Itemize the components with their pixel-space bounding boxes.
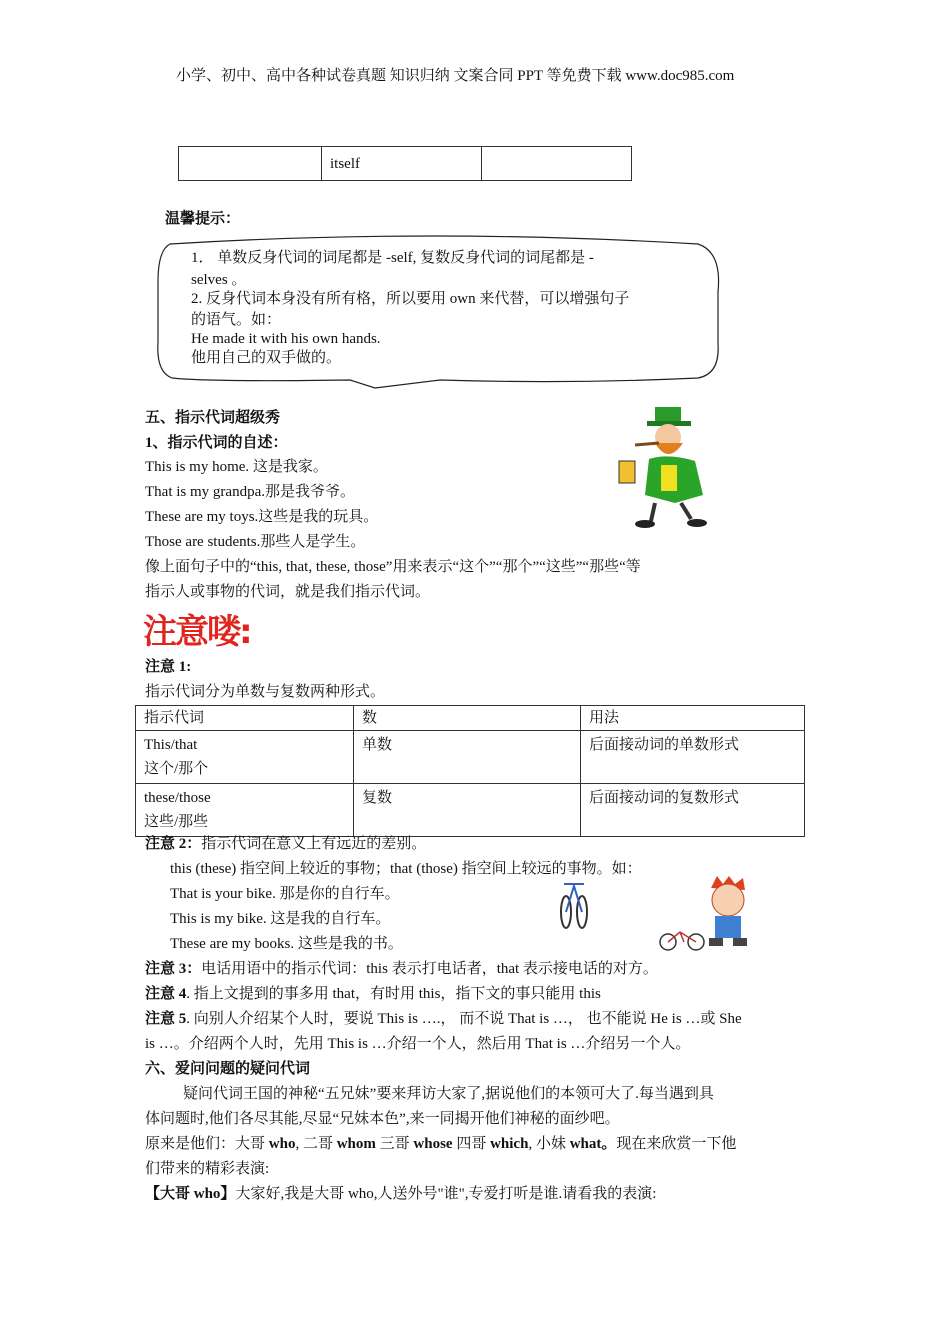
pronoun: which [490,1136,529,1152]
note-1-text: 指示代词分为单数与复数两种形式。 [145,684,386,700]
note-2-line: These are my books. 这些是我的书。 [170,936,403,952]
table-cell [136,784,354,837]
intro-line: 们带来的精彩表演: [145,1161,270,1177]
page-header: 小学、初中、高中各种试卷真题 知识归纳 文案合同 PPT 等免费下载 www.doc985.com [176,68,735,84]
text: 原来是他们：大哥 [145,1136,269,1152]
table-header: 数 [354,706,581,731]
note-3 [145,959,658,979]
table-header: 指示代词 [136,706,354,731]
tip-title: 温馨提示： [165,211,241,227]
child-cartoon-image [703,876,753,950]
note-4 [145,984,601,1004]
pronoun: whom [336,1136,376,1152]
cell-line: This/that [144,737,198,753]
demonstrative-table [135,705,805,837]
text: 四哥 [452,1136,491,1152]
note-label: 注意 5 [145,1011,187,1027]
tip-line: He made it with his own hands. [191,331,381,347]
leprechaun-image [615,403,710,531]
text: 现在来欣赏一下他 [616,1136,737,1152]
section-5-title: 五、指示代词超级秀 [145,410,281,426]
note-2-line: this (these) 指空间上较近的事物；that (those) 指空间上较远的事物。如： [170,861,642,877]
cell-line: these/those [144,790,211,806]
example-line: These are my toys.这些是我的玩具。 [145,509,379,525]
pronoun: whose [413,1136,453,1152]
table-cell [136,731,354,784]
note-text: . 指上文提到的事多用 that，有时用 this，指下文的事只能用 this [186,986,601,1002]
attention-title: 注意喽: [143,612,251,652]
table-cell [482,147,632,181]
text: , 二哥 [295,1136,337,1152]
note-text: 指示代词在意义上有远近的差别。 [201,836,427,852]
note-5 [145,1009,742,1029]
who-label: 【大哥 who】 [145,1186,236,1202]
table-cell: 复数 [354,784,581,837]
note-label: 注意 4 [145,986,187,1002]
tip-line: 1． 单数反身代词的词尾都是 -self, 复数反身代词的词尾都是 - [191,250,594,266]
paragraph-line: 体问题时,他们各尽其能,尽显“兄妹本色”,来一同揭开他们神秘的面纱吧。 [145,1111,620,1127]
paragraph-line: 指示人或事物的代词，就是我们指示代词。 [145,584,431,600]
tip-line: 2. 反身代词本身没有所有格，所以要用 own 来代替，可以增强句子 [191,291,630,307]
subsection-title: 1、指示代词的自述： [145,435,288,451]
paragraph-line: 像上面句子中的“this, that, these, those”用来表示“这个”“那个”“这些”“那些“等 [145,559,641,575]
bicycle-icon [556,876,592,932]
example-line: That is my grandpa.那是我爷爷。 [145,484,355,500]
reflexive-table [178,146,632,181]
table-cell: 单数 [354,731,581,784]
who-text: 大家好,我是大哥 who,人送外号"谁",专爱打听是谁.请看我的表演: [235,1186,657,1202]
tip-line: 的语气。如： [191,312,282,328]
small-bicycle-icon [658,926,706,952]
table-cell: 后面接动词的复数形式 [581,784,805,837]
tip-line: selves 。 [191,272,247,288]
note-5-line: is …。介绍两个人时，先用 This is …介绍一个人，然后用 That is …介绍另一个人。 [145,1036,691,1052]
who-intro [145,1184,656,1204]
pronoun: who [268,1136,296,1152]
table-cell: 后面接动词的单数形式 [581,731,805,784]
text: 三哥 [375,1136,414,1152]
tip-line: 他用自己的双手做的。 [191,350,342,366]
intro-line [145,1134,736,1154]
cell-line: 这些/那些 [144,814,209,830]
note-label: 注意 3： [145,961,202,977]
example-line: Those are students.那些人是学生。 [145,534,366,550]
pronoun: what。 [569,1136,617,1152]
note-label: 注意 2： [145,836,202,852]
text: , 小妹 [528,1136,570,1152]
example-line: This is my home. 这是我家。 [145,459,328,475]
paragraph-line: 疑问代词王国的神秘“五兄妹”要来拜访大家了,据说他们的本领可大了.每当遇到具 [183,1086,714,1102]
table-cell [179,147,322,181]
table-cell: itself [322,147,482,181]
note-2 [145,834,426,854]
section-6-title: 六、爱问问题的疑问代词 [145,1061,311,1077]
note-text: 电话用语中的指示代词：this 表示打电话者，that 表示接电话的对方。 [201,961,658,977]
note-2-line: This is my bike. 这是我的自行车。 [170,911,391,927]
table-header: 用法 [581,706,805,731]
note-2-line: That is your bike. 那是你的自行车。 [170,886,400,902]
note-text: . 向别人介绍某个人时，要说 This is ….， 而不说 That is …， 也不能说 He is …或 She [186,1011,742,1027]
note-1-label: 注意 1: [145,659,192,675]
cell-line: 这个/那个 [144,761,209,777]
